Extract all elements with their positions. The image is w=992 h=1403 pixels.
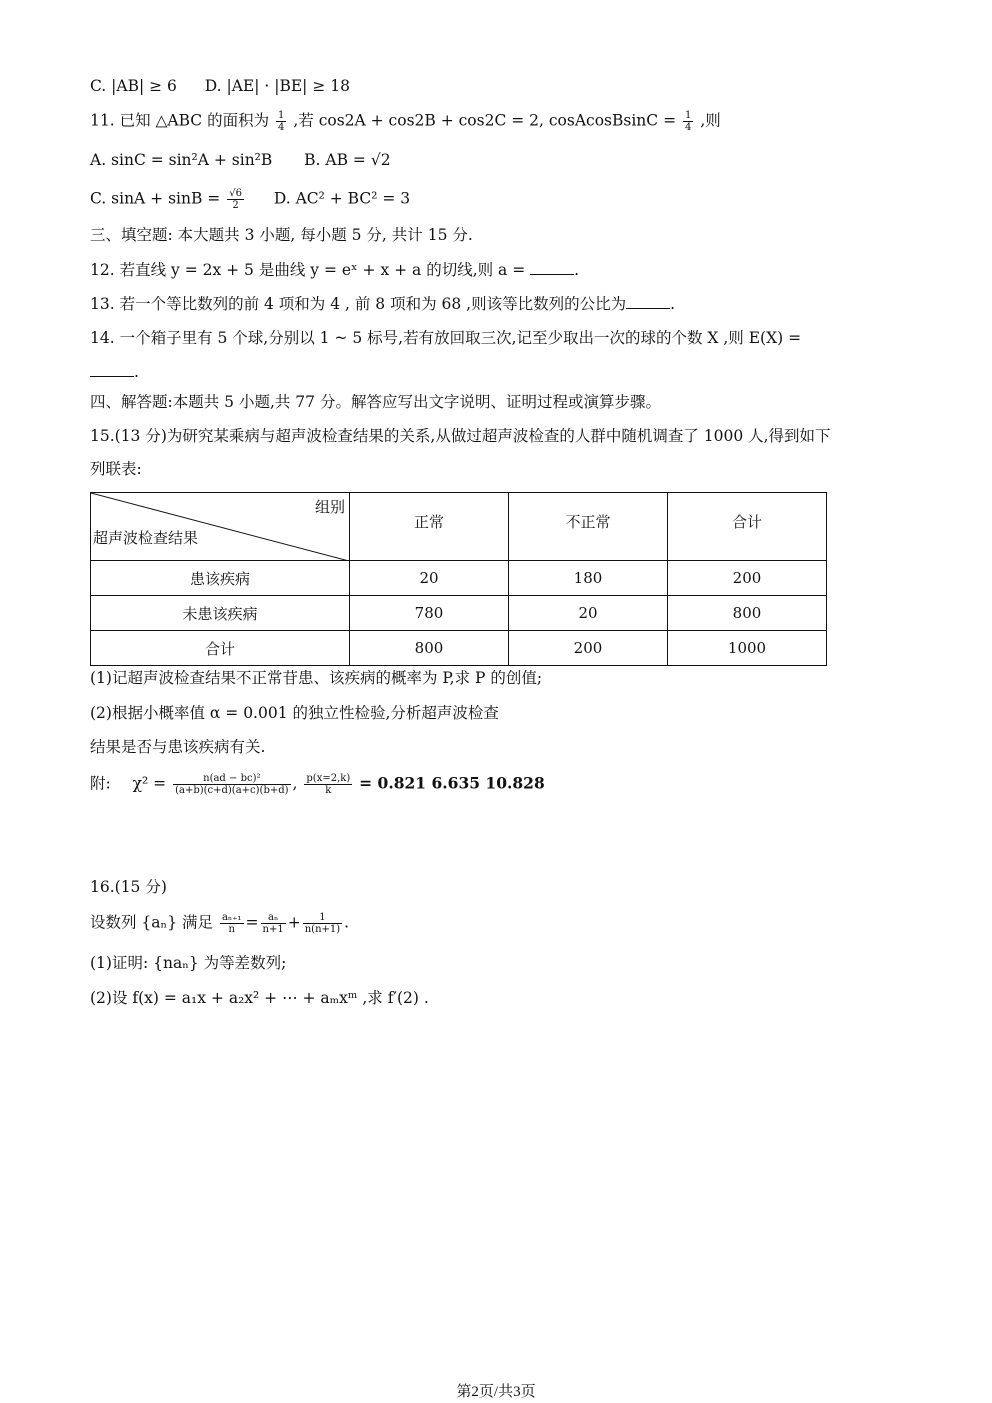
q16-f1-num: aₙ₊₁ xyxy=(221,912,242,923)
table-cell: 780 xyxy=(350,596,509,631)
q12 xyxy=(90,260,579,280)
appendix-label: 附: xyxy=(90,774,111,793)
q15-appendix: 附: χ² = $\frac{\text{n(ad − bc)²}}{(a+b)(c+d)(a+c)(b+d)}$ , $\frac{p(x=2,k)}{k}$ = 0.821 6.635 10.828 xyxy=(90,773,545,796)
q11-area-fraction xyxy=(276,110,286,133)
q16-fraction-3 xyxy=(303,912,342,935)
q13-text: 13. 若一个等比数列的前 4 项和为 4 , 前 8 项和为 68 ,则该等比数列的公比为 xyxy=(90,295,627,313)
q12-text: 12. 若直线 y = 2x + 5 是曲线 y = eˣ + x + a 的切线,则 a = xyxy=(90,261,526,279)
q11-cond-den: 4 xyxy=(685,122,692,133)
q16-part2: (2)设 f(x) = a₁x + a₂x² + ⋯ + aₘxᵐ ,求 f′(2) . xyxy=(90,989,429,1007)
q16-f1-den: n xyxy=(228,924,235,935)
q16-f2-den: n+1 xyxy=(262,924,284,935)
q16-heading: 16.(15 分) xyxy=(90,878,167,896)
q11-options-cd xyxy=(90,188,410,211)
table-row-label: 未患该疾病 xyxy=(91,596,350,631)
table-cell: 200 xyxy=(509,631,668,666)
contingency-table xyxy=(90,492,827,666)
q11-area-num: 1 xyxy=(278,110,285,121)
q10-option-c: C. |AB| ≥ 6 xyxy=(90,77,177,95)
q11-stem xyxy=(90,110,721,133)
table-row-label: 合计 xyxy=(91,631,350,666)
q11-area-den: 4 xyxy=(278,122,285,133)
q10-options xyxy=(90,76,350,96)
q14-answer-line xyxy=(90,362,139,382)
q14-text: 14. 一个箱子里有 5 个球,分别以 1 ~ 5 标号,若有放回取三次,记至少取出一次的球的个数 X ,则 E(X) = xyxy=(90,329,802,347)
q15-part1: (1)记超声波检查结果不正常苷患、该疾病的概率为 P,求 P 的创值; xyxy=(90,669,543,687)
section-3-heading: 三、填空题: 本大题共 3 小题, 每小题 5 分, 共计 15 分. xyxy=(90,226,473,244)
q16-part1: (1)证明: {naₙ} 为等差数列; xyxy=(90,954,287,972)
q11-option-c-den: 2 xyxy=(232,200,239,211)
q16-equals: = xyxy=(245,913,259,932)
q13 xyxy=(90,294,675,314)
table-cell: 800 xyxy=(668,596,827,631)
q15-part2-b: 结果是否与患该疾病有关. xyxy=(90,738,266,756)
q11-option-c: C. sinA + sinB = xyxy=(90,189,221,208)
q13-end: . xyxy=(670,295,676,313)
q13-answer-blank xyxy=(626,294,670,309)
q11-stem-b: ,若 cos2A + cos2B + cos2C = 2, cosAcosBsinC = xyxy=(293,111,677,130)
p-fraction xyxy=(304,773,352,796)
chi-square-lhs: χ² = xyxy=(132,774,167,793)
page-footer: 第2页/共3页 xyxy=(456,1384,536,1400)
table-header-cell: 合计 xyxy=(668,493,827,561)
corner-top-label: 组别 xyxy=(314,498,345,516)
q16-stem-end: . xyxy=(344,913,350,932)
corner-bottom-label: 超声波检查结果 xyxy=(93,529,199,547)
table-header-cell: 正常 xyxy=(350,493,509,561)
q11-cond-fraction xyxy=(683,110,693,133)
table-header-row xyxy=(91,493,827,561)
chi-square-fraction xyxy=(173,773,290,796)
table-row-label: 患该疾病 xyxy=(91,561,350,596)
table-row xyxy=(91,631,827,666)
q15-part2-a: (2)根据小概率值 α = 0.001 的独立性检验,分析超声波检查 xyxy=(90,704,499,722)
table-row xyxy=(91,561,827,596)
q11-stem-a: 11. 已知 △ABC 的面积为 xyxy=(90,111,270,130)
table-corner-cell xyxy=(91,493,350,561)
q11-option-d: D. AC² + BC² = 3 xyxy=(273,189,411,208)
q11-option-c-fraction xyxy=(227,188,244,211)
table-cell: 1000 xyxy=(668,631,827,666)
q14-answer-blank xyxy=(90,362,134,377)
p-num: p(x=2,k) xyxy=(306,773,351,784)
q12-answer-blank xyxy=(530,260,574,275)
q16-f2-num: aₙ xyxy=(261,912,286,924)
q11-option-a: A. sinC = sin²A + sin²B xyxy=(90,151,273,169)
q16-stem xyxy=(90,912,349,935)
critical-values: = 0.821 6.635 10.828 xyxy=(359,773,545,793)
table-cell: 20 xyxy=(350,561,509,596)
chi-square-den: (a+b)(c+d)(a+c)(b+d) xyxy=(175,785,289,796)
q10-option-d: D. |AE| · |BE| ≥ 18 xyxy=(204,77,350,95)
q11-option-b: B. AB = √2 xyxy=(304,151,391,169)
q16-f3-num: 1 xyxy=(303,912,342,924)
q16-fraction-1 xyxy=(220,912,244,935)
table-row xyxy=(91,596,827,631)
q15-line1: 15.(13 分)为研究某乘病与超声波检查结果的关系,从做过超声波检查的人群中随机调查了 1000 人,得到如下 xyxy=(90,427,831,445)
q11-option-c-num: √6 xyxy=(229,188,242,199)
q11-options-ab xyxy=(90,150,391,170)
table-cell: 20 xyxy=(509,596,668,631)
q15-line2: 列联表: xyxy=(90,460,142,478)
q12-end: . xyxy=(574,261,580,279)
q16-fraction-2 xyxy=(261,912,286,935)
p-den: k xyxy=(325,785,332,796)
q16-stem-a: 设数列 {aₙ} 满足 xyxy=(90,913,214,932)
table-cell: 800 xyxy=(350,631,509,666)
chi-square-num: n(ad − bc)² xyxy=(173,773,290,785)
table-header-cell: 不正常 xyxy=(509,493,668,561)
table-cell: 200 xyxy=(668,561,827,596)
section-4-heading: 四、解答题:本题共 5 小题,共 77 分。解答应写出文字说明、证明过程或演算步骤。 xyxy=(90,393,661,411)
q14-end: . xyxy=(134,363,139,381)
q16-f3-den: n(n+1) xyxy=(304,924,341,935)
q11-cond-num: 1 xyxy=(685,110,692,121)
table-cell: 180 xyxy=(509,561,668,596)
q16-plus: + xyxy=(287,913,301,932)
q11-stem-c: ,则 xyxy=(700,111,721,130)
